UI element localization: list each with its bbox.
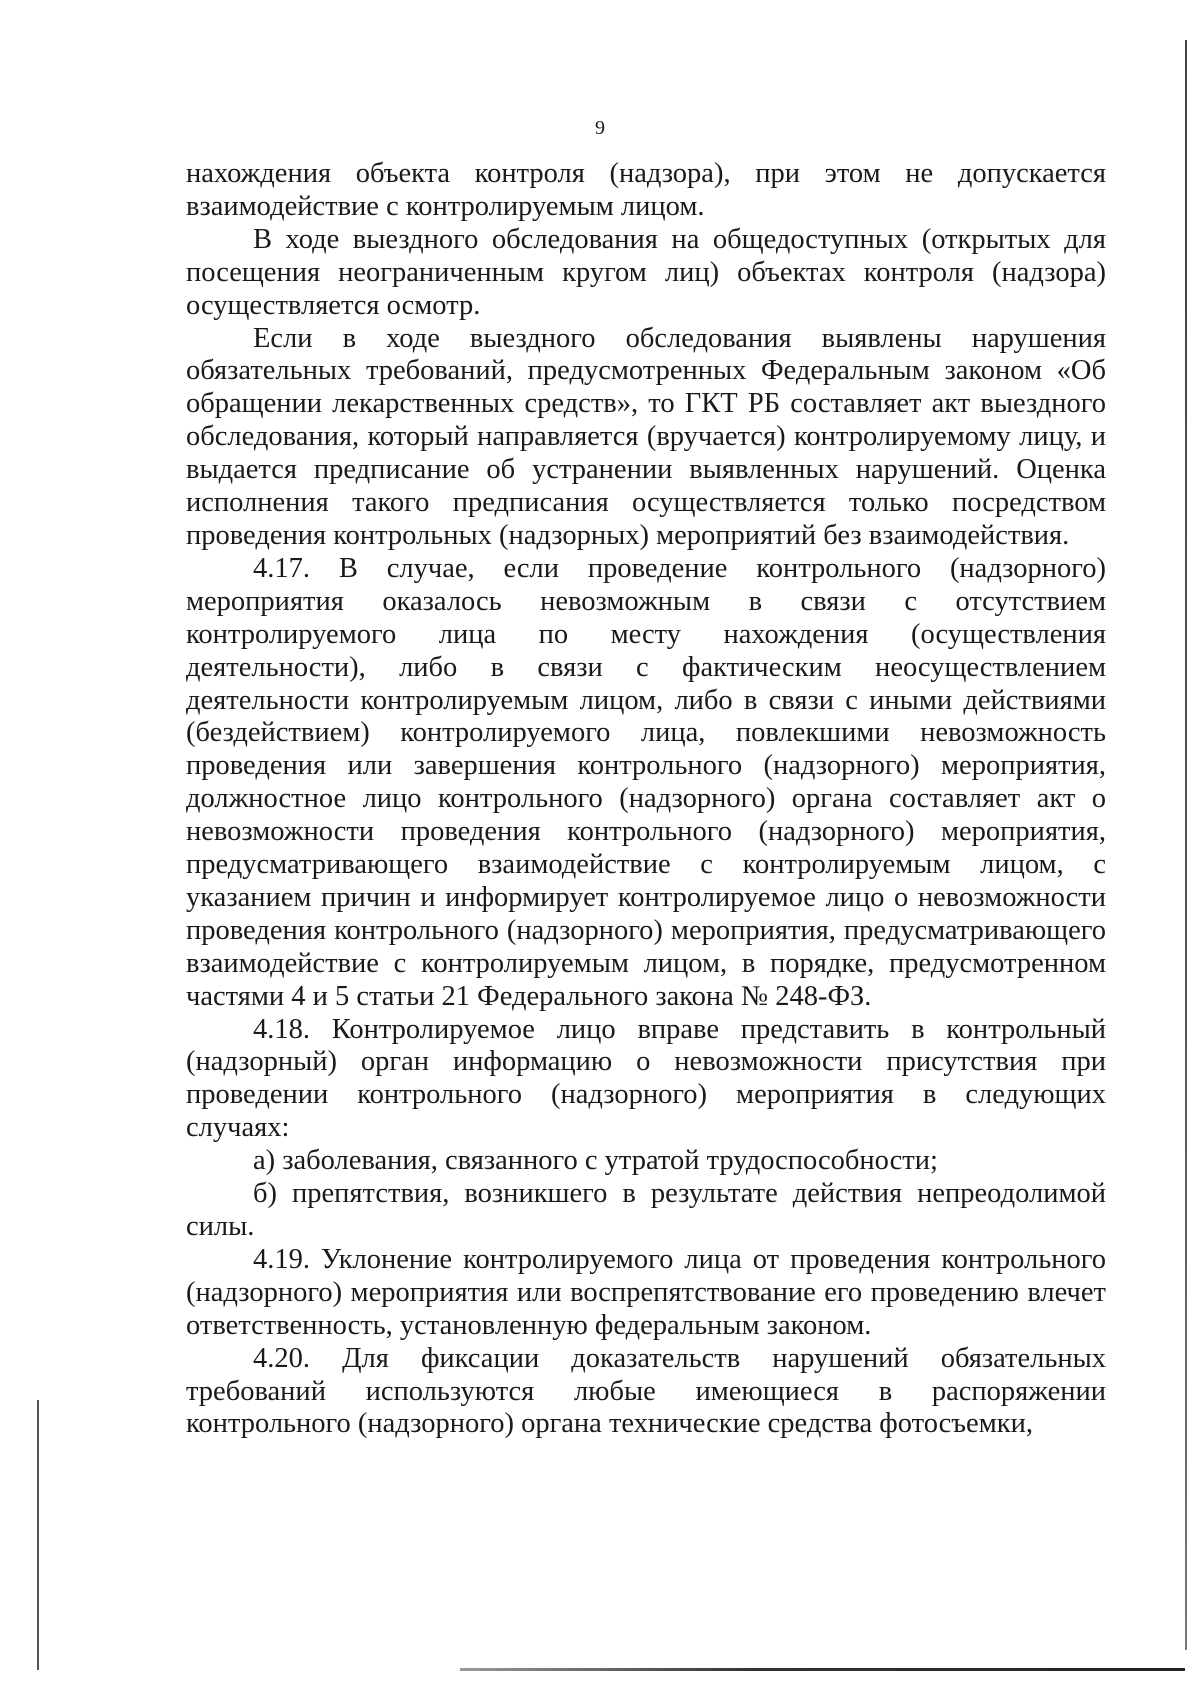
scan-edge-bottom <box>460 1668 1185 1671</box>
document-body <box>186 158 1106 1441</box>
paragraph-4-17: 4.17. В случае, если проведение контрольного (надзорного) мероприятия оказалось невозможным в связи с отсутствием контролируемого лица по месту нахождения (осуществления деятельности), либо в связи с фактическим неосуществлением деятельности контролируемым лицом, либо в связи с иными действиями (бездействием) контролируемого лица, повлекшими невозможность проведения или завершения контрольного (надзорного) мероприятия, должностное лицо контрольного (надзорного) органа составляет акт о невозможности проведения контрольного (надзорного) мероприятия, предусматривающего взаимодействие с контролируемым лицом, с указанием причин и информирует контролируемое лицо о невозможности проведения контрольного (надзорного) мероприятия, предусматривающего взаимодействие с контролируемым лицом, в порядке, предусмотренном частями 4 и 5 статьи 21 Федерального закона № 248-ФЗ. <box>186 552 1106 1012</box>
paragraph-continuation: нахождения объекта контроля (надзора), при этом не допускается взаимодействие с контролируемым лицом. <box>186 158 1106 222</box>
paragraph-4-20: 4.20. Для фиксации доказательств нарушений обязательных требований используются любые имеющиеся в распоряжении контрольного (надзорного) органа технические средства фотосъемки, <box>186 1342 1106 1440</box>
page-number: 9 <box>595 117 605 139</box>
list-item-b: б) препятствия, возникшего в результате действия непреодолимой силы. <box>186 1178 1106 1242</box>
list-item-a: а) заболевания, связанного с утратой трудоспособности; <box>253 1145 938 1177</box>
scan-edge-left <box>37 1400 39 1670</box>
paragraph-inspection: В ходе выездного обследования на общедоступных (открытых для посещения неограниченным кругом лиц) объектах контроля (надзора) осуществляется осмотр. <box>186 223 1106 321</box>
scan-edge-right <box>1185 40 1187 1650</box>
paragraph-4-18: 4.18. Контролируемое лицо вправе представить в контрольный (надзорный) орган информацию о невозможности присутствия при проведении контрольного (надзорного) мероприятия в следующих случаях: <box>186 1013 1106 1144</box>
paragraph-4-19: 4.19. Уклонение контролируемого лица от проведения контрольного (надзорного) мероприятия или воспрепятствование его проведению влечет ответственность, установленную федеральным законом. <box>186 1243 1106 1341</box>
paragraph-violations: Если в ходе выездного обследования выявлены нарушения обязательных требований, предусмотренных Федеральным законом «Об обращении лекарственных средств», то ГКТ РБ составляет акт выездного обследования, который направляется (вручается) контролируемому лицу, и выдается предписание об устранении выявленных нарушений. Оценка исполнения такого предписания осуществляется только посредством проведения контрольных (надзорных) мероприятий без взаимодействия. <box>186 322 1106 551</box>
